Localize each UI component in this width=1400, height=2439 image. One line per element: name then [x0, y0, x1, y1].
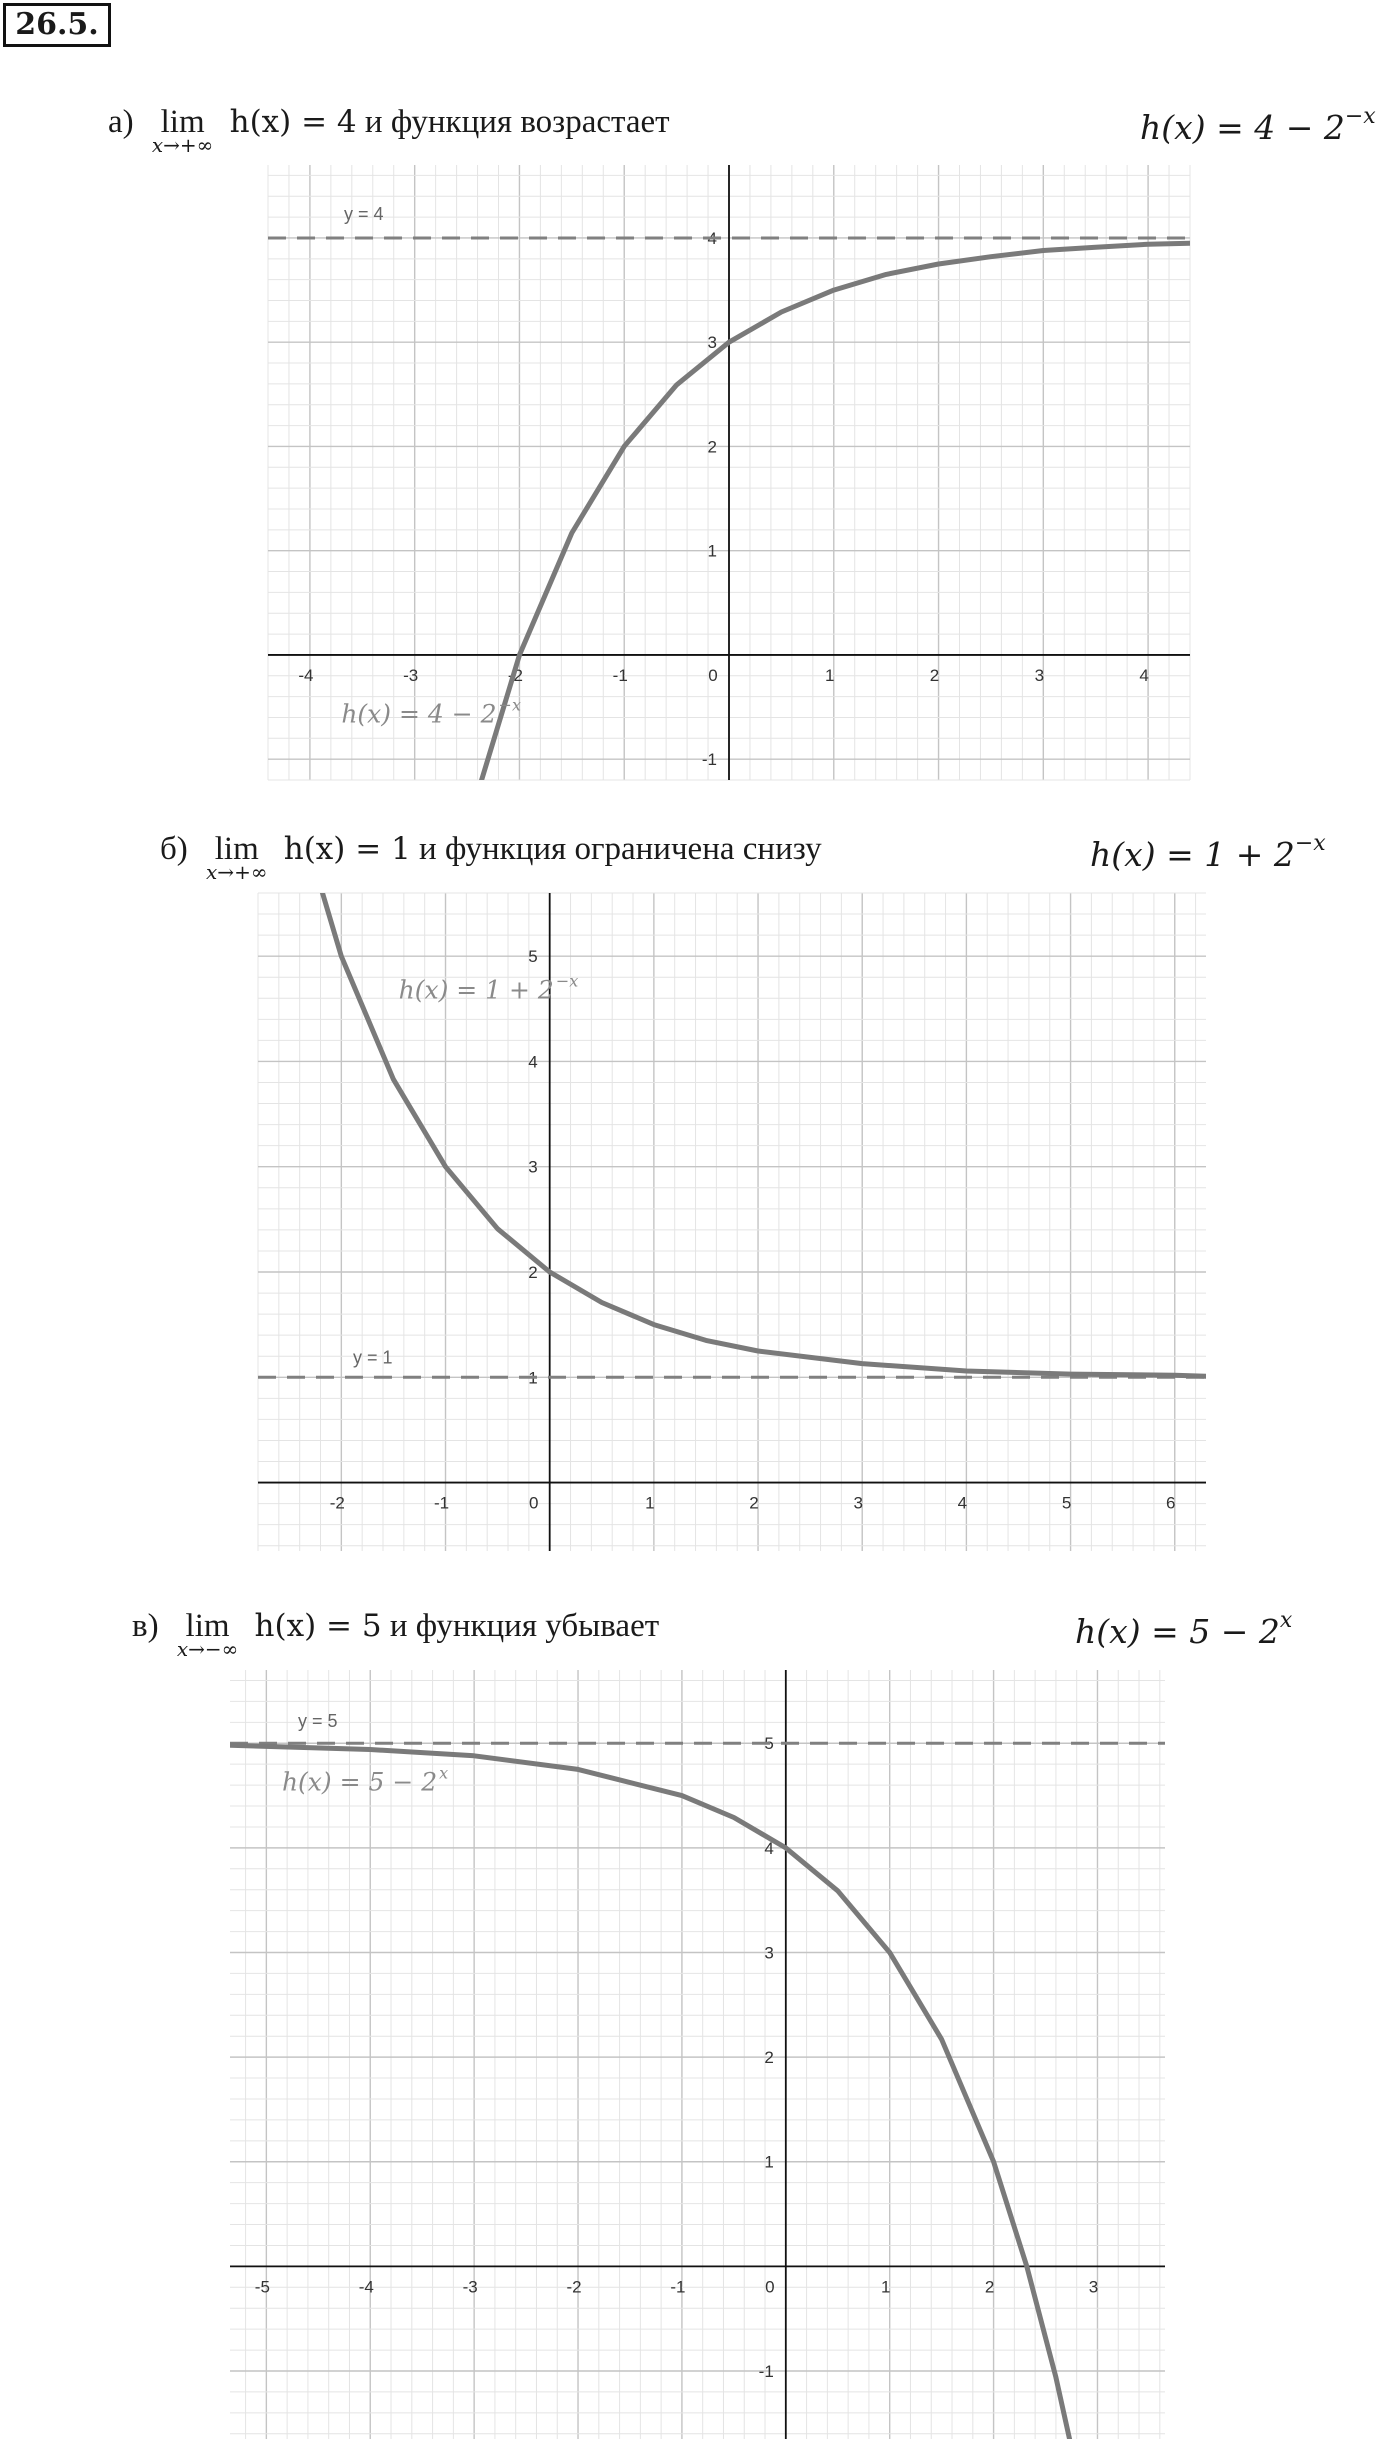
x-tick-label: -2 — [329, 1493, 345, 1513]
function-label-exponent: −x — [498, 695, 521, 715]
function-label: h(x) = 5 − 2 — [281, 1767, 438, 1797]
y-tick-label: 1 — [707, 541, 717, 561]
asymptote-label: y = 4 — [344, 203, 384, 224]
y-tick-label: 2 — [528, 1263, 538, 1283]
limit-operator — [152, 104, 213, 155]
condition-a — [108, 104, 670, 155]
condition-b — [160, 831, 822, 882]
y-tick-label: 3 — [707, 333, 717, 353]
y-tick-label: 4 — [764, 1838, 774, 1858]
limit-expression: h(x) = 5 — [254, 1608, 382, 1644]
asymptote-label: y = 5 — [298, 1711, 338, 1732]
x-tick-label: 0 — [708, 665, 718, 685]
y-tick-label: 3 — [764, 1943, 774, 1963]
lim-subscript: x→+∞ — [206, 860, 268, 884]
x-tick-label: 2 — [929, 665, 940, 685]
y-tick-label: 1 — [764, 2152, 774, 2172]
condition-text: и функция ограничена снизу — [419, 831, 822, 867]
x-tick-label: 1 — [880, 2277, 891, 2297]
x-tick-label: 0 — [528, 1493, 539, 1513]
formula-v — [1075, 1608, 1292, 1651]
asymptote-label: y = 1 — [353, 1347, 393, 1368]
lim-word: lim — [185, 1608, 230, 1644]
x-tick-label: -1 — [670, 2277, 686, 2297]
limit-expression: h(x) = 4 — [229, 104, 357, 140]
x-tick-label: -1 — [433, 1493, 450, 1513]
y-tick-label: -1 — [758, 2361, 774, 2381]
function-curve — [467, 243, 1190, 828]
lim-word: lim — [214, 831, 259, 867]
x-tick-label: 3 — [1034, 665, 1045, 685]
chart-a — [268, 165, 1190, 780]
lim-word: lim — [160, 104, 205, 140]
x-tick-label: 0 — [765, 2277, 775, 2297]
x-tick-label: -2 — [566, 2277, 582, 2297]
x-tick-label: -1 — [612, 665, 628, 685]
condition-text: и функция убывает — [389, 1608, 660, 1644]
x-tick-label: -4 — [358, 2277, 374, 2297]
x-tick-label: 2 — [984, 2277, 995, 2297]
x-tick-label: -2 — [507, 665, 524, 685]
part-label: в) — [132, 1608, 159, 1644]
part-label: а) — [108, 104, 134, 140]
y-tick-label: 3 — [528, 1157, 538, 1177]
lim-subscript: x→+∞ — [151, 133, 214, 157]
chart-v — [230, 1670, 1165, 2439]
condition-text: и функция возрастает — [364, 104, 670, 140]
function-label: h(x) = 4 − 2 — [341, 699, 497, 729]
part-label: б) — [160, 831, 188, 867]
y-tick-label: 1 — [528, 1368, 538, 1388]
formula-base: h(x) = 4 − 2 — [1140, 108, 1345, 147]
x-tick-label: -3 — [403, 665, 419, 685]
limit-operator — [177, 1608, 238, 1659]
function-curve — [230, 1745, 1077, 2439]
y-tick-label: 2 — [764, 2048, 774, 2068]
function-label: h(x) = 1 + 2 — [398, 975, 554, 1005]
x-tick-label: 4 — [1139, 665, 1149, 685]
y-tick-label: 2 — [707, 437, 717, 457]
formula-exponent: −x — [1344, 104, 1376, 129]
lim-subscript: x→−∞ — [176, 1637, 239, 1661]
chart-b — [258, 893, 1206, 1551]
x-tick-label: 2 — [749, 1493, 759, 1513]
x-tick-label: -3 — [462, 2277, 478, 2297]
y-tick-label: 5 — [764, 1734, 774, 1754]
formula-base: h(x) = 1 + 2 — [1090, 835, 1295, 874]
limit-operator — [206, 831, 267, 882]
x-tick-label: 4 — [957, 1493, 968, 1513]
y-tick-label: -1 — [701, 750, 717, 770]
function-label-exponent: −x — [555, 971, 579, 991]
condition-v — [132, 1608, 659, 1659]
y-tick-label: 5 — [528, 947, 538, 967]
formula-base: h(x) = 5 − 2 — [1075, 1612, 1280, 1651]
limit-expression: h(x) = 1 — [283, 831, 411, 867]
x-tick-label: 6 — [1166, 1493, 1176, 1513]
x-tick-label: -4 — [298, 665, 314, 685]
y-tick-label: 4 — [528, 1052, 538, 1072]
x-tick-label: 3 — [1088, 2277, 1099, 2297]
x-tick-label: -5 — [254, 2277, 270, 2297]
formula-a — [1140, 104, 1376, 147]
x-tick-label: 3 — [853, 1493, 863, 1513]
formula-exponent: x — [1279, 1608, 1293, 1633]
x-tick-label: 1 — [825, 665, 835, 685]
y-tick-label: 4 — [707, 228, 717, 248]
problem-number: 26.5. — [3, 3, 111, 47]
x-tick-label: 5 — [1061, 1493, 1072, 1513]
x-tick-label: 1 — [645, 1493, 655, 1513]
formula-exponent: −x — [1294, 831, 1326, 856]
function-label-exponent: x — [439, 1763, 449, 1783]
formula-b — [1090, 831, 1326, 874]
